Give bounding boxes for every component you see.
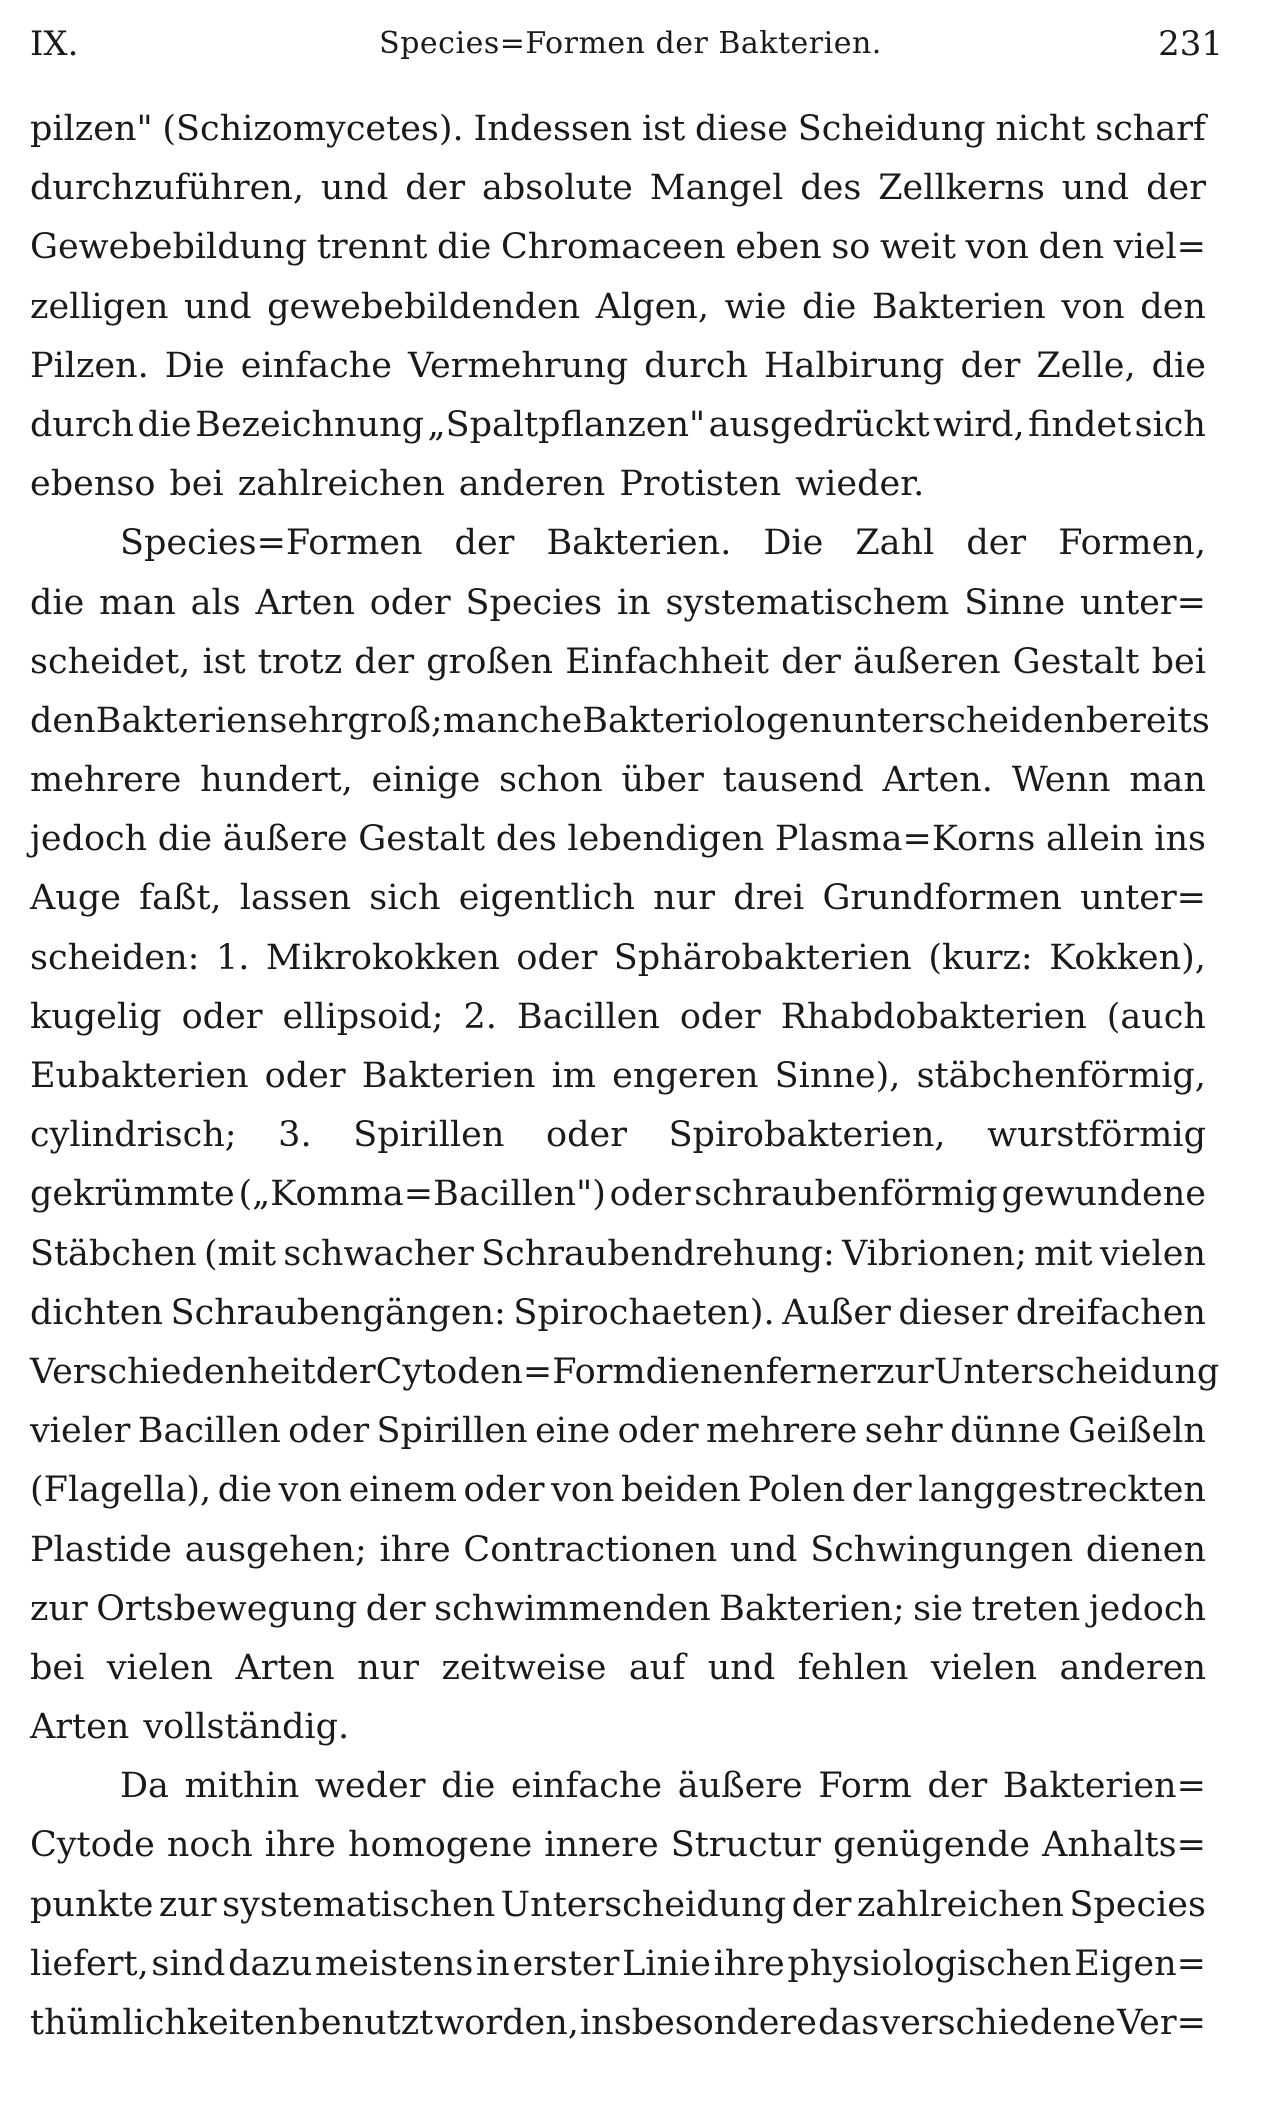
text-line: Cytode noch ihre homogene innere Structur genügende Anhalts= [30, 1825, 1206, 1866]
text-line: ebenso bei zahlreichen anderen Protisten wieder. [30, 464, 925, 505]
text-line: zur Ortsbewegung der schwimmenden Bakterien; sie treten jedoch [30, 1588, 1206, 1629]
paragraph [30, 100, 1206, 514]
text-line: cylindrisch; 3. Spirillen oder Spirobakterien, wurstförmig [30, 1115, 1206, 1156]
text-line: Plastide ausgehen; ihre Contractionen und Schwingungen dienen [30, 1529, 1206, 1570]
text-line: Verschiedenheit der Cytoden=Form dienen ferner zur Unterscheidung [30, 1351, 1220, 1392]
paragraph [30, 1757, 1206, 2053]
section-title: Species=Formen der Bakterien. [379, 26, 882, 61]
text-line: bei vielen Arten nur zeitweise auf und fehlen vielen anderen [30, 1647, 1206, 1688]
page-number: 231 [1158, 24, 1223, 64]
text-line: kugelig oder ellipsoid; 2. Bacillen oder Rhabdobakterien (auch [30, 996, 1206, 1037]
text-line: scheidet, ist trotz der großen Einfachheit der äußeren Gestalt bei [30, 641, 1206, 682]
text-line: durchzuführen, und der absolute Mangel des Zellkerns und der [30, 168, 1206, 209]
text-line: Da mithin weder die einfache äußere Form der Bakterien= [120, 1766, 1206, 1807]
text-line: Gewebebildung trennt die Chromaceen eben so weit von den viel= [30, 227, 1206, 268]
text-line: scheiden: 1. Mikrokokken oder Sphärobakterien (kurz: Kokken), [30, 937, 1206, 978]
text-line: liefert, sind dazu meistens in erster Linie ihre physiologischen Eigen= [30, 1943, 1206, 1984]
text-line: mehrere hundert, einige schon über tausend Arten. Wenn man [30, 760, 1206, 801]
text-line: pilzen" (Schizomycetes). Indessen ist diese Scheidung nicht scharf [30, 109, 1206, 149]
text-line: dichten Schraubengängen: Spirochaeten). Außer dieser dreifachen [30, 1292, 1206, 1333]
text-line: Species=Formen der Bakterien. Die Zahl der Formen, [120, 523, 1206, 564]
body-text [30, 100, 1220, 2053]
text-line: Pilzen. Die einfache Vermehrung durch Halbirung der Zelle, die [30, 345, 1206, 386]
paragraph [30, 514, 1220, 1757]
text-line: durch die Bezeichnung „Spaltpflanzen" ausgedrückt wird, findet sich [30, 404, 1206, 445]
text-line: jedoch die äußere Gestalt des lebendigen Plasma=Korns allein ins [30, 819, 1206, 860]
text-line: den Bakterien sehr groß; manche Bakteriologen unterscheiden bereits [30, 700, 1210, 741]
text-line: gekrümmte („Komma=Bacillen") oder schraubenförmig gewundene [30, 1174, 1206, 1215]
text-line: (Flagella), die von einem oder von beiden Polen der langgestreckten [30, 1470, 1206, 1511]
text-line: punkte zur systematischen Unterscheidung der zahlreichen Species [30, 1884, 1206, 1925]
text-line: Arten vollständig. [30, 1707, 350, 1748]
running-head [30, 18, 1231, 70]
text-line: vieler Bacillen oder Spirillen eine oder mehrere sehr dünne Geißeln [30, 1411, 1206, 1452]
text-line: Auge faßt, lassen sich eigentlich nur drei Grundformen unter= [30, 878, 1206, 919]
text-line: zelligen und gewebebildenden Algen, wie die Bakterien von den [30, 286, 1206, 327]
text-line: Stäbchen (mit schwacher Schraubendrehung: Vibrionen; mit vielen [30, 1233, 1206, 1274]
text-line: thümlichkeiten benutzt worden, insbesondere das verschiedene Ver= [30, 2003, 1206, 2043]
text-line: die man als Arten oder Species in systematischem Sinne unter= [30, 582, 1206, 623]
chapter-number: IX. [30, 24, 79, 64]
text-line: Eubakterien oder Bakterien im engeren Sinne), stäbchenförmig, [30, 1056, 1206, 1096]
